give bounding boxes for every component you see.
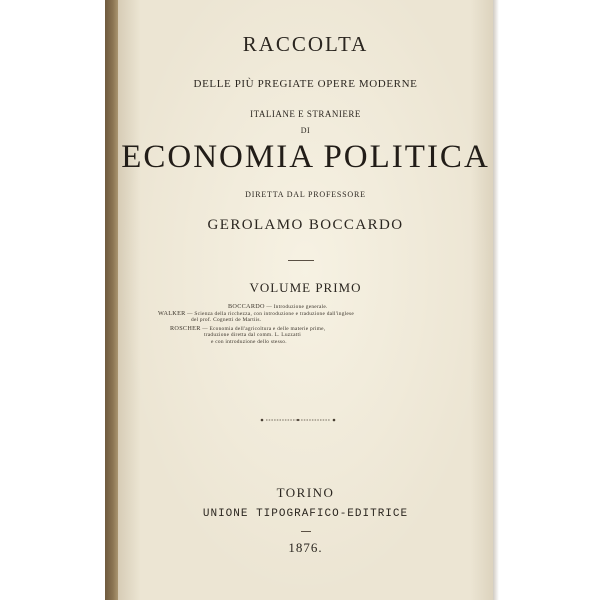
contents-author: ROSCHER — [170, 325, 201, 332]
contents-text: e con introduzione dello stesso. — [211, 339, 287, 345]
title-page — [118, 0, 493, 600]
contents-text: traduzione diretta dal comm. L. Luzzatti — [204, 332, 301, 338]
contents-text: — Scienza della ricchezza, con introduzione e traduzione dall'inglese — [185, 311, 355, 317]
page-edge-shadow — [493, 0, 499, 600]
contents-author: WALKER — [158, 310, 186, 317]
contents-entry — [211, 339, 287, 346]
short-rule — [301, 531, 311, 532]
contents-entry — [191, 317, 261, 324]
publication-year: 1876. — [288, 540, 323, 555]
publication-city: TORINO — [276, 485, 335, 500]
volume-label: VOLUME PRIMO — [249, 280, 362, 295]
subtitle-line-3: DI — [300, 126, 311, 135]
editor-name: GEROLAMO BOCCARDO — [207, 217, 404, 233]
contents-text: del prof. Cognetti de Martiis. — [191, 317, 262, 323]
subtitle-line-2: ITALIANE E STRANIERE — [250, 109, 361, 119]
publisher-name: UNIONE TIPOGRAFICO-EDITRICE — [202, 508, 409, 520]
contents-author: BOCCARDO — [228, 303, 265, 310]
directed-by: DIRETTA DAL PROFESSORE — [245, 190, 366, 199]
divider-rule — [288, 260, 314, 261]
collection-title: RACCOLTA — [242, 32, 369, 56]
ornamental-divider — [258, 416, 338, 424]
subtitle-line-1: DELLE PIÙ PREGIATE OPERE MODERNE — [193, 78, 418, 90]
contents-text: — Introduzione generale. — [264, 304, 328, 310]
contents-text: — Economia dell'agricoltura e delle materie prime, — [200, 326, 326, 332]
main-title: ECONOMIA POLITICA — [121, 139, 490, 175]
